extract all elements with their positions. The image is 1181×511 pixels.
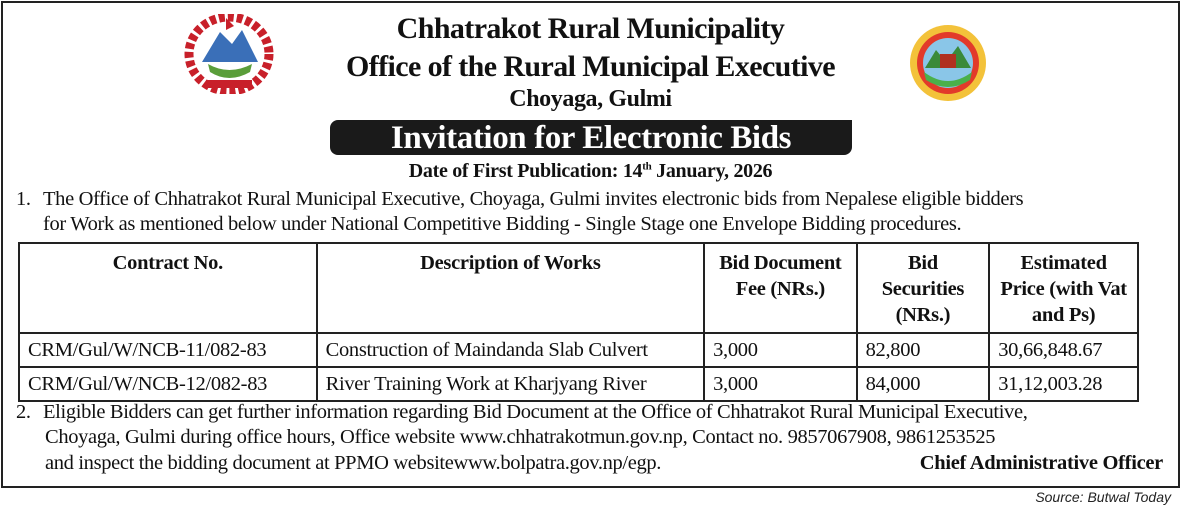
header-description: Description of Works [317, 243, 705, 333]
contract-no: CRM/Gul/W/NCB-11/082-83 [19, 333, 317, 367]
signatory: Chief Administrative Officer [919, 452, 1163, 474]
date-rest: January, 2026 [651, 160, 773, 182]
description: Construction of Maindanda Slab Culvert [317, 333, 705, 367]
para-number: 2. [16, 401, 31, 423]
table-row [19, 367, 1138, 401]
notice-title: Invitation for Electronic Bids [330, 120, 852, 155]
date-sup: th [642, 160, 652, 173]
bid-fee: 3,000 [704, 333, 857, 367]
bid-securities: 84,000 [857, 367, 990, 401]
para-text: Eligible Bidders can get further information regarding Bid Document at the Office of Chhatrakot Rural Municipal Executive, [43, 401, 1028, 423]
paragraph-1 [16, 188, 1023, 211]
bid-securities: 82,800 [857, 333, 990, 367]
header-bid-fee: Bid Document Fee (NRs.) [704, 243, 857, 333]
bid-fee: 3,000 [704, 367, 857, 401]
header-estimated-price: Estimated Price (with Vat and Ps) [989, 243, 1138, 333]
table-row [19, 333, 1138, 367]
contract-no: CRM/Gul/W/NCB-12/082-83 [19, 367, 317, 401]
table-header-row [19, 243, 1138, 333]
office-location: Choyaga, Gulmi [509, 86, 672, 112]
office-name: Office of the Rural Municipal Executive [345, 50, 836, 83]
paragraph-1-cont: for Work as mentioned below under National Competitive Bidding - Single Stage one Envelope Bidding procedures. [43, 213, 962, 235]
paragraph-2 [16, 401, 1027, 424]
publication-date [0, 160, 1181, 183]
header-contract-no: Contract No. [19, 243, 317, 333]
municipality-name: Chhatrakot Rural Municipality [396, 12, 785, 45]
date-label: Date of First Publication: 14 [408, 160, 643, 182]
source-credit: Source: Butwal Today [1035, 489, 1171, 505]
description: River Training Work at Kharjyang River [317, 367, 705, 401]
para-text: The Office of Chhatrakot Rural Municipal Executive, Choyaga, Gulmi invites electronic bids from Nepalese eligible bidders [43, 188, 1024, 210]
paragraph-2-line2: Choyaga, Gulmi during office hours, Office website www.chhatrakotmun.gov.np, Contact no. 9857067908, 9861253525 [45, 426, 996, 448]
paragraph-2-line3: and inspect the bidding document at PPMO websitewww.bolpatra.gov.np/egp. [45, 452, 662, 474]
estimated-price: 30,66,848.67 [989, 333, 1138, 367]
para-number: 1. [16, 188, 31, 210]
header-bid-securities: Bid Securities (NRs.) [857, 243, 990, 333]
estimated-price: 31,12,003.28 [989, 367, 1138, 401]
bids-table [18, 242, 1139, 402]
